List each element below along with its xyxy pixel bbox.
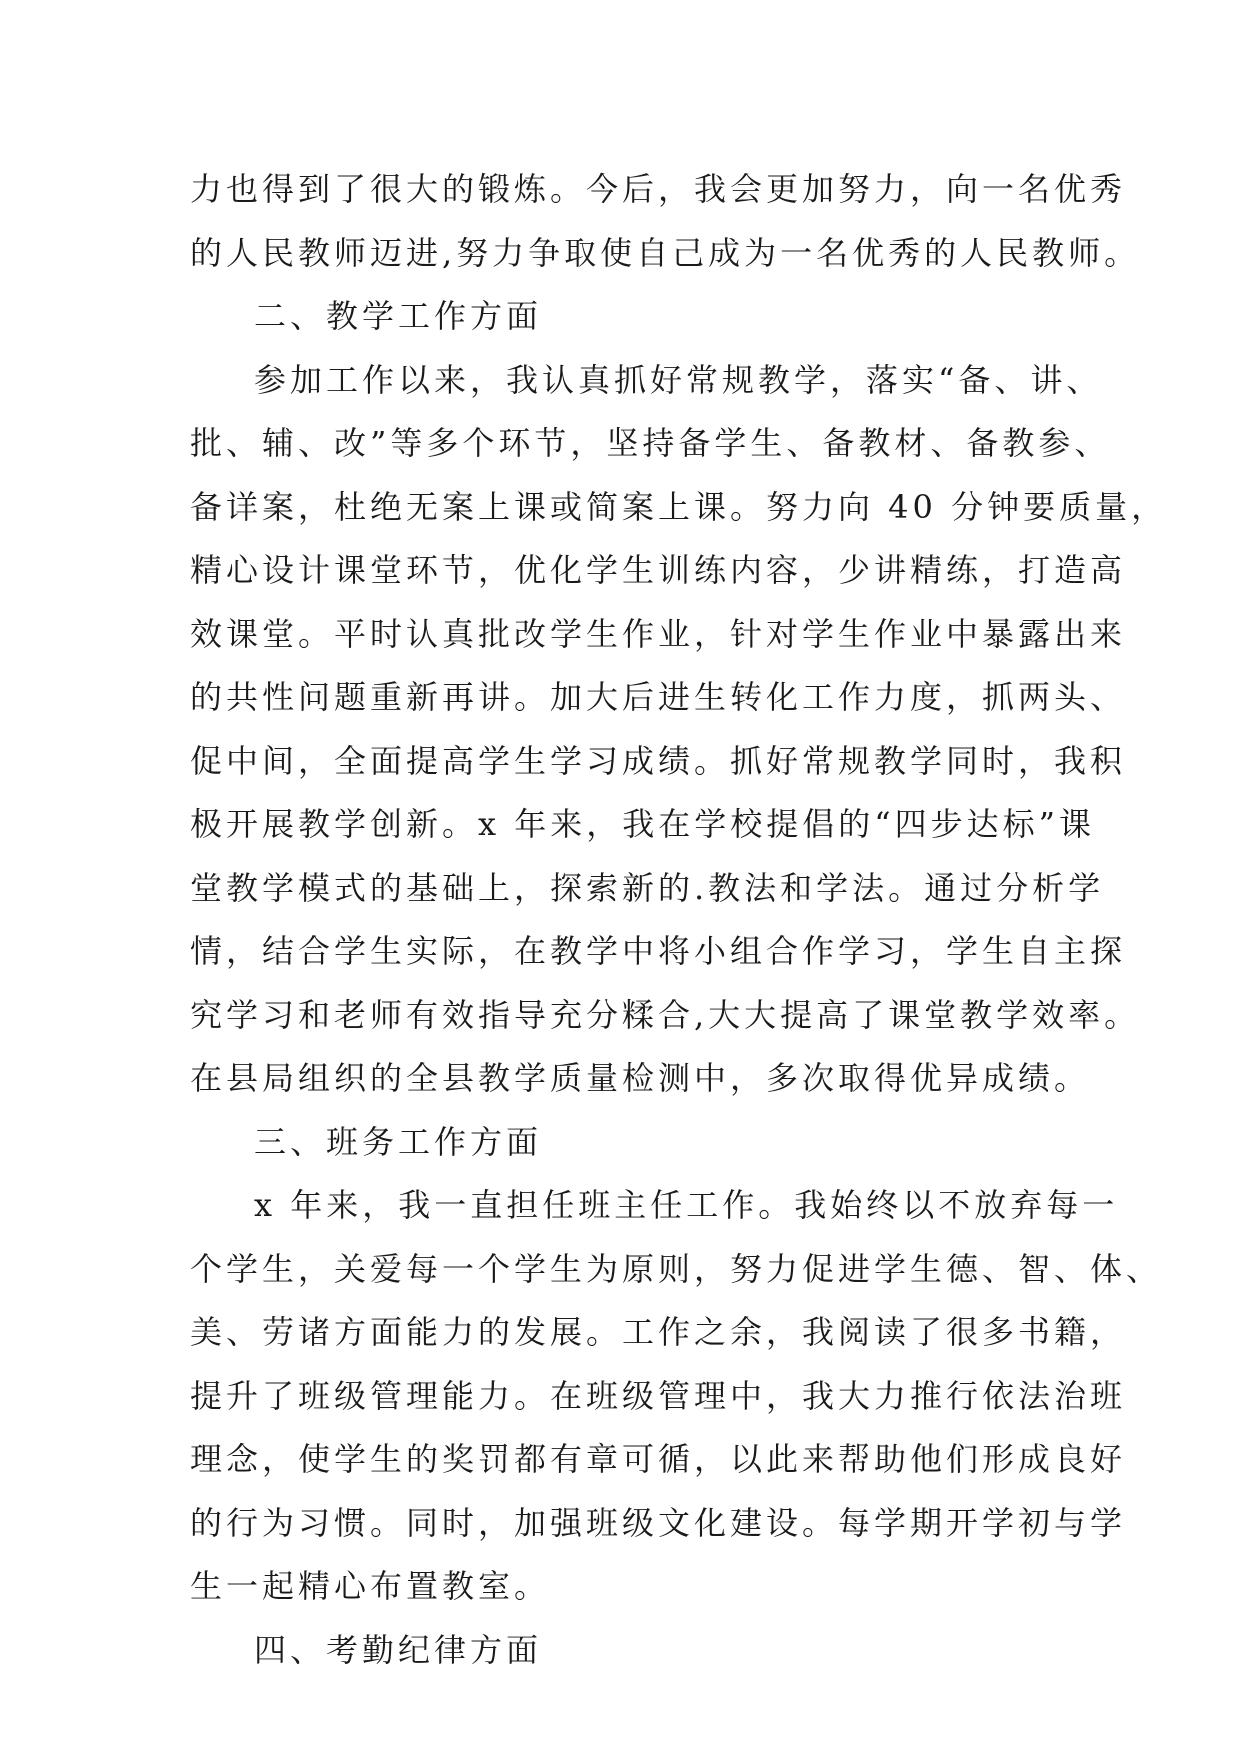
text-line: 效课堂。平时认真批改学生作业，针对学生作业中暴露出来 [190, 614, 1127, 653]
document-body [190, 158, 1168, 1682]
text-line: 的共性问题重新再讲。加大后进生转化工作力度，抓两头、 [190, 678, 1127, 716]
text-line: 堂教学模式的基础上，探索新的.教法和学法。通过分析学 [190, 868, 1105, 907]
text-line: 生一起精心布置教室。 [190, 1567, 551, 1605]
text-line: 美、劳诸方面能力的发展。工作之余，我阅读了很多书籍， [190, 1313, 1127, 1351]
text-line: 促中间，全面提高学生学习成绩。抓好常规教学同时，我积 [190, 741, 1127, 780]
section-heading-teaching: 二、教学工作方面 [254, 297, 543, 335]
text-line: 的行为习惯。同时，加强班级文化建设。每学期开学初与学 [190, 1503, 1127, 1542]
text-line: 备详案，杜绝无案上课或简案上课。努力向 40 分钟要质量， [190, 487, 1168, 526]
text-line: 精心设计课堂环节，优化学生训练内容，少讲精练，打造高 [190, 551, 1127, 589]
text-line: 个学生，关爱每一个学生为原则，努力促进学生德、智、体、 [190, 1249, 1163, 1288]
text-line: 提升了班级管理能力。在班级管理中，我大力推行依法治班 [190, 1376, 1127, 1415]
text-line: 究学习和老师有效指导充分糅合,大大提高了课堂教学效率。 [190, 995, 1141, 1034]
paragraph-start: x 年来，我一直担任班主任工作。我始终以不放弃每一 [254, 1186, 1119, 1224]
text-line: 情，结合学生实际，在教学中将小组合作学习，学生自主探 [190, 932, 1127, 970]
text-line: 极开展教学创新。x 年来，我在学校提倡的“四步达标”课 [190, 805, 1095, 843]
text-line: 的人民教师迈进,努力争取使自己成为一名优秀的人民教师。 [190, 233, 1141, 272]
text-line: 力也得到了很大的锻炼。今后，我会更加努力，向一名优秀 [190, 170, 1127, 208]
section-heading-attendance: 四、考勤纪律方面 [254, 1630, 543, 1669]
section-heading-class-affairs: 三、班务工作方面 [254, 1122, 543, 1161]
text-line: 批、辅、改”等多个环节，坚持备学生、备教材、备教参、 [190, 424, 1111, 462]
text-line: 理念，使学生的奖罚都有章可循，以此来帮助他们形成良好 [190, 1440, 1127, 1478]
text-line: 在县局组织的全县教学质量检测中，多次取得优异成绩。 [190, 1059, 1091, 1097]
paragraph-start: 参加工作以来，我认真抓好常规教学，落实“备、讲、 [254, 360, 1103, 399]
